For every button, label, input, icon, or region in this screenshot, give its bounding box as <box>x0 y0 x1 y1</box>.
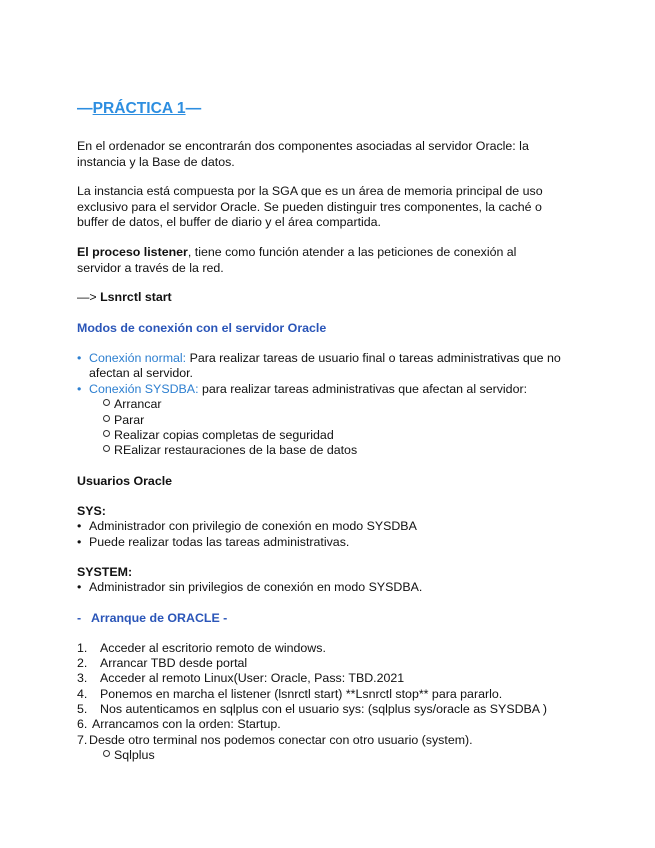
arrow: —> <box>77 290 101 304</box>
paragraph-line: instancia y la Base de datos. <box>77 155 235 169</box>
paragraph-line: servidor a través de la red. <box>77 261 224 275</box>
sys-label: SYS: <box>77 504 106 518</box>
paragraph-line: exclusivo para el servidor Oracle. Se pueden distinguir tres componentes, la caché o <box>77 200 542 214</box>
bullet-icon: • <box>77 351 82 365</box>
circle-bullet-icon <box>103 415 110 422</box>
command-text: Lsnrctl start <box>100 290 172 304</box>
section-heading-usuarios: Usuarios Oracle <box>77 474 173 488</box>
sub-list-item: Sqlplus <box>103 748 155 763</box>
title-text: PRÁCTICA 1 <box>92 100 186 117</box>
item-label: Conexión normal: <box>89 351 187 365</box>
circle-bullet-icon <box>103 399 110 406</box>
bullet-icon: • <box>77 580 82 594</box>
section-heading-arranque: - Arranque de ORACLE - <box>77 611 228 625</box>
command-line <box>77 290 172 305</box>
title-dash-left: — <box>77 100 93 117</box>
circle-bullet-icon <box>103 430 110 437</box>
page-title <box>77 101 201 116</box>
paragraph-line <box>77 245 516 260</box>
sub-list-item: REalizar restauraciones de la base de datos <box>103 443 357 458</box>
sub-list-item: Arrancar <box>103 397 162 412</box>
system-label: SYSTEM: <box>77 565 133 579</box>
bullet-icon: • <box>77 382 82 396</box>
listener-bold: El proceso listener <box>77 245 188 259</box>
paragraph-line: En el ordenador se encontrarán dos componentes asociadas al servidor Oracle: la <box>77 139 529 153</box>
listener-text: , tiene como función atender a las peticiones de conexión al <box>187 245 517 259</box>
title-dash-right: — <box>185 100 202 117</box>
item-text: para realizar tareas administrativas que afectan al servidor: <box>198 382 528 396</box>
item-label: Conexión SYSDBA: <box>89 382 199 396</box>
list-item-continued: afectan al servidor. <box>89 366 194 380</box>
sub-list-item: Parar <box>103 413 144 428</box>
paragraph-line: buffer de datos, el buffer de diario y el área compartida. <box>77 215 381 229</box>
bullet-icon: • <box>77 519 82 533</box>
circle-bullet-icon <box>103 750 110 757</box>
item-text: Para realizar tareas de usuario final o tareas administrativas que no <box>186 351 561 365</box>
paragraph-line: La instancia está compuesta por la SGA que es un área de memoria principal de uso <box>77 184 543 198</box>
bullet-icon: • <box>77 535 82 549</box>
sub-list-item: Realizar copias completas de seguridad <box>103 428 334 443</box>
section-heading-modos: Modos de conexión con el servidor Oracle <box>77 321 327 335</box>
circle-bullet-icon <box>103 445 110 452</box>
